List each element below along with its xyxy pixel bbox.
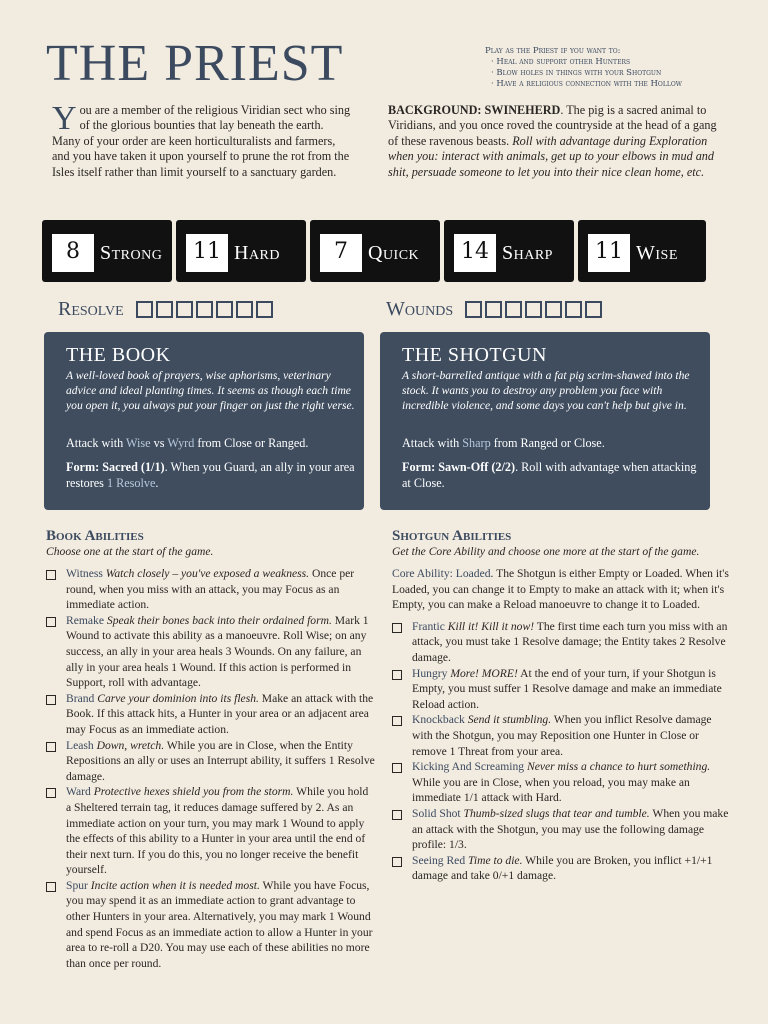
- stat-label: Wise: [636, 242, 678, 264]
- shotgun-attack-text: Attack with: [402, 436, 463, 450]
- ability-name: Knockback: [412, 713, 465, 727]
- book-form-end: .: [155, 475, 159, 490]
- ability-text: While you are in Close, when you reload, you may make an immediate 1/1 attack with Hard.: [412, 775, 690, 805]
- ability-text: While you are Broken, you inflict +1/+1 damage and take 0/+1 damage.: [412, 853, 713, 883]
- book-form-label: Form: Sacred (1/1): [66, 460, 165, 474]
- play-as-heading: Play as the Priest if you want to:: [485, 46, 621, 56]
- ability-text: Mark 1 Wound to activate this ability as a manoeuvre. Roll Wise; on any success, an ally in your area heals 3 Wounds. On any failure, an ally in your area heals 1 Wound. If this action is performed in Support, roll with advantage.: [66, 613, 369, 690]
- list-item: · Heal and support other Hunters: [491, 57, 755, 68]
- intro-text: [52, 100, 352, 180]
- stat-label: Strong: [100, 242, 163, 264]
- shotgun-abilities-section: [392, 528, 732, 884]
- resolve-checkbox[interactable]: [176, 301, 193, 318]
- ability-flavor: Watch closely – you've exposed a weakness.: [102, 567, 310, 580]
- book-panel: [44, 332, 364, 510]
- play-as-box: [485, 46, 755, 90]
- ability-name: Witness: [66, 567, 103, 580]
- ability-text: The first time each turn you miss with an attack, you must take 1 Resolve damage; the Entity takes 2 Resolve damage.: [412, 619, 728, 664]
- core-ability-name: Core Ability: Loaded: [392, 567, 491, 580]
- resolve-boxes: [136, 301, 273, 318]
- shotgun-form-label: Form: Sawn-Off (2/2): [402, 460, 516, 474]
- ability-flavor: More! MORE!: [447, 666, 518, 680]
- ability-brand[interactable]: [46, 691, 376, 738]
- drop-cap: Y: [52, 100, 77, 137]
- ability-name: Spur: [66, 878, 88, 892]
- resolve-checkbox[interactable]: [236, 301, 253, 318]
- book-attack-target: Wyrd: [167, 436, 195, 450]
- stat-sharp: [444, 220, 574, 282]
- stat-strong: [42, 220, 172, 282]
- ability-name: Solid Shot: [412, 806, 461, 820]
- ability-flavor: Never miss a chance to hurt something.: [524, 760, 711, 774]
- background-label: BACKGROUND: SWINEHERD: [388, 103, 561, 117]
- book-description: A well-loved book of prayers, wise aphorisms, veterinary advice and ideal planting times. It seems as though each time you open it, you always put your finger on just the right verse.: [66, 369, 355, 413]
- ability-text: When you make an attack with the Shotgun, you may use the following damage profile: 1/3.: [412, 806, 729, 852]
- resolve-checkbox[interactable]: [196, 301, 213, 318]
- resolve-checkbox[interactable]: [156, 301, 173, 318]
- wounds-checkbox[interactable]: [585, 301, 602, 318]
- ability-frantic[interactable]: [392, 619, 732, 666]
- ability-text: Once per round, when you miss with an attack, you may Focus as an immediate action.: [66, 567, 355, 612]
- ability-witness[interactable]: [46, 566, 376, 613]
- wounds-track: [386, 298, 602, 321]
- stat-label: Quick: [368, 242, 420, 264]
- shotgun-form: [402, 460, 702, 491]
- ability-flavor: Speak their bones back into their ordained form.: [104, 613, 332, 627]
- ability-text: While you hold a Sheltered terrain tag, it reduces damage suffered by 2. As an immediate action on your turn, you may mark 1 Wound to apply the effects of this ability to a Hunter in your area until the end of their next turn. If you do this, you no longer receive the benefit yourself.: [66, 785, 369, 877]
- stat-value: 11: [586, 232, 632, 274]
- wounds-checkbox[interactable]: [545, 301, 562, 318]
- shotgun-abilities-heading: Shotgun Abilities: [392, 528, 512, 544]
- ability-ward[interactable]: [46, 784, 376, 878]
- ability-name: Ward: [66, 785, 91, 799]
- ability-flavor: Carve your dominion into its flesh.: [94, 691, 259, 705]
- shotgun-attack-stat: Sharp: [462, 436, 491, 450]
- core-ability: [392, 566, 732, 613]
- shotgun-abilities-subheading: Get the Core Ability and choose one more at the start of the game.: [392, 545, 700, 558]
- list-item: · Blow holes in things with your Shotgun: [491, 68, 755, 79]
- ability-knockback[interactable]: [392, 712, 732, 759]
- ability-flavor: Time to die.: [465, 853, 523, 867]
- resolve-checkbox[interactable]: [216, 301, 233, 318]
- book-form-highlight: 1 Resolve: [106, 475, 156, 490]
- intro-body: ou are a member of the religious Viridian sect who sing of the glorious bounties that lay beneath the earth. Many of your order are keen horticulturalists and farmers, and you have taken it upon yourself to prune the rot from the Isles itself rather than limit yourself to a sanctuary garden.: [52, 103, 351, 179]
- ability-flavor: Send it stumbling.: [464, 713, 552, 727]
- ability-solid-shot[interactable]: [392, 806, 732, 853]
- shotgun-panel: [380, 332, 710, 510]
- shotgun-attack: [402, 436, 605, 451]
- resolve-label: Resolve: [58, 298, 124, 320]
- ability-remake[interactable]: [46, 613, 376, 691]
- stat-value: 14: [452, 232, 498, 274]
- ability-kicking-and-screaming[interactable]: [392, 759, 732, 806]
- wounds-checkbox[interactable]: [465, 301, 482, 318]
- ability-text: Make an attack with the Book. If this attack hits, a Hunter in your area or an adjacent area may Focus as an immediate action.: [66, 691, 374, 736]
- ability-name: Hungry: [412, 666, 448, 680]
- book-abilities-heading: Book Abilities: [46, 528, 144, 544]
- core-ability-text: . The Shotgun is either Empty or Loaded. When it's Loaded, you can change it to Empty to make an attack with it; when it's Empty, you can make a Reload manoeuvre to change it to Loaded.: [392, 567, 729, 612]
- shotgun-title: THE SHOTGUN: [402, 344, 547, 366]
- wounds-boxes: [465, 301, 602, 318]
- stat-label: Hard: [234, 242, 281, 264]
- stat-value: 8: [50, 232, 96, 274]
- ability-seeing-red[interactable]: [392, 853, 732, 884]
- list-item: · Have a religious connection with the Hollow: [491, 79, 755, 90]
- background-text: [388, 103, 718, 180]
- ability-name: Frantic: [412, 619, 445, 633]
- ability-flavor: Down, wretch.: [93, 738, 165, 752]
- resolve-track: [58, 298, 273, 321]
- book-abilities-subheading: Choose one at the start of the game.: [46, 545, 214, 558]
- wounds-checkbox[interactable]: [565, 301, 582, 318]
- ability-name: Remake: [66, 613, 104, 627]
- resolve-checkbox[interactable]: [256, 301, 273, 318]
- book-title: THE BOOK: [66, 344, 171, 366]
- book-attack-text: Attack with: [66, 436, 127, 450]
- book-abilities-list: [46, 566, 376, 971]
- ability-text: When you inflict Resolve damage with the Shotgun, you may Reposition one Hunter in Close or remove 1 Threat from your area.: [412, 713, 712, 758]
- shotgun-abilities-list: [392, 619, 732, 884]
- book-form-text: . When you Guard, an ally in your area restores: [66, 460, 355, 490]
- book-attack-text: from Close or Ranged.: [194, 436, 309, 450]
- ability-name: Kicking And Screaming: [412, 760, 525, 774]
- ability-leash[interactable]: [46, 738, 376, 785]
- stat-label: Sharp: [502, 242, 553, 264]
- ability-flavor: Protective hexes shield you from the storm.: [90, 785, 294, 799]
- stat-value: 7: [318, 232, 364, 274]
- ability-name: Leash: [66, 738, 94, 752]
- stat-quick: [310, 220, 440, 282]
- wounds-checkbox[interactable]: [525, 301, 542, 318]
- ability-text: At the end of your turn, if your Shotgun is Empty, you must suffer 1 Resolve damage and make an immediate Reload action.: [412, 666, 722, 711]
- ability-spur[interactable]: [46, 878, 376, 972]
- stat-wise: [578, 220, 706, 282]
- shotgun-form-text: . Roll with advantage when attacking at Close.: [402, 460, 697, 490]
- book-attack-text: vs: [150, 436, 168, 450]
- ability-name: Brand: [66, 691, 95, 705]
- page-title: THE PRIEST: [46, 35, 344, 92]
- ability-name: Seeing Red: [412, 853, 466, 867]
- wounds-checkbox[interactable]: [505, 301, 522, 318]
- ability-text: While you are in Close, when the Entity Repositions an ally or uses an Interrupt ability, it suffers 1 Resolve damage.: [66, 738, 375, 783]
- background-italic: Roll with advantage during Exploration when you: interact with animals, get up to your elbows in mud and shit, persuade someone to let you into their nice clean home, etc.: [388, 133, 714, 179]
- play-as-list: [485, 57, 755, 90]
- book-abilities-section: [46, 528, 376, 971]
- book-attack-stat: Wise: [126, 436, 151, 450]
- ability-hungry[interactable]: [392, 666, 732, 713]
- ability-text: While you have Focus, you may spend it as an immediate action to grant advantage to other Hunters in your area. Alternatively, you may mark 1 Wound and spend Focus as an immediate action to allow a Hunter in your area to re-roll a D20. You may use each of these abilities no more than once per round.: [66, 878, 373, 970]
- resolve-checkbox[interactable]: [136, 301, 153, 318]
- book-attack: [66, 436, 308, 451]
- stat-value: 11: [184, 232, 230, 274]
- wounds-label: Wounds: [386, 298, 454, 320]
- book-form: [66, 460, 366, 491]
- wounds-checkbox[interactable]: [485, 301, 502, 318]
- stat-hard: [176, 220, 306, 282]
- ability-flavor: Incite action when it is needed most.: [87, 878, 260, 892]
- shotgun-description: A short-barrelled antique with a fat pig scrim-shawed into the stock. It wants you to destroy any problem you face with incredible violence, and some days you can't help but give in.: [402, 369, 690, 413]
- background-body: . The pig is a sacred animal to Viridians, and you once roved the countryside at the head of a gang of these ravenous beasts.: [388, 103, 717, 148]
- shotgun-attack-text: from Ranged or Close.: [490, 436, 605, 450]
- ability-flavor: Thumb-sized slugs that tear and tumble.: [460, 806, 650, 820]
- ability-flavor: Kill it! Kill it now!: [444, 619, 535, 633]
